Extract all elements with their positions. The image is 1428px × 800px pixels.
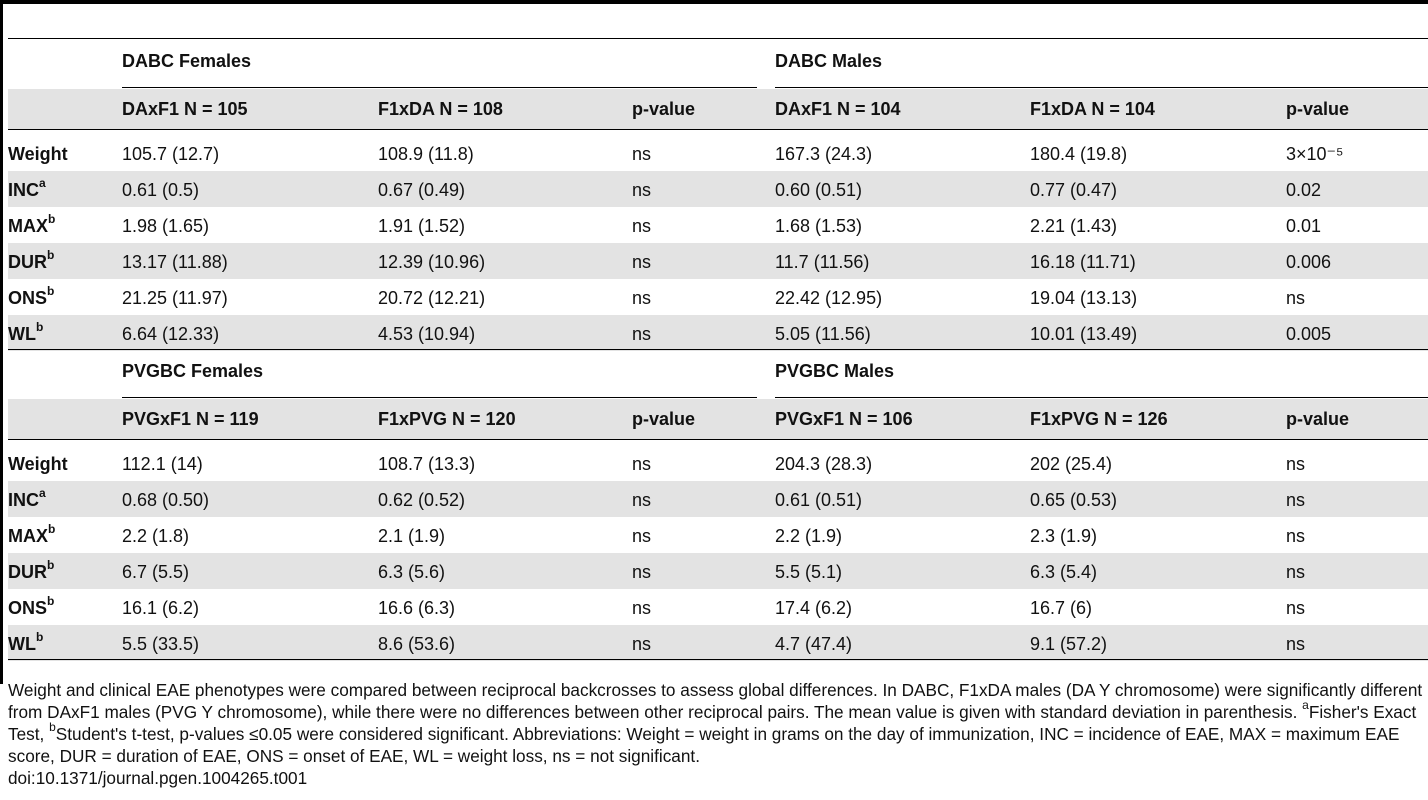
footnote-text: Weight and clinical EAE phenotypes were compared between reciprocal backcrosses to assess global differences. In DABC, F1xDA males (DA Y chromosome) were significantly different from DAxF1 males (PVG Y chromosome), while there were no differences between other reciprocal pairs. The mean value is given with standard deviation in parenthesis. (8, 680, 1423, 722)
group-header-females: PVGBC Females (122, 361, 264, 381)
table-cell: 0.65 (0.53) (1030, 490, 1118, 510)
table-cell: 5.05 (11.56) (775, 324, 871, 344)
table-cell: ns (1286, 526, 1306, 546)
table-cell: 0.68 (0.50) (122, 490, 210, 510)
table-cell: 16.18 (11.71) (1030, 252, 1136, 272)
row-label-superscript: b (48, 212, 56, 226)
row-label: MAX$^b$ (8, 522, 56, 546)
group-rule-females (122, 397, 757, 398)
table-cell: 1.68 (1.53) (775, 216, 863, 236)
table-cell: 12.39 (10.96) (378, 252, 486, 272)
table-cell: 21.25 (11.97) (122, 288, 228, 308)
table-cell: 10.01 (13.49) (1030, 324, 1138, 344)
table-cell: 6.3 (5.4) (1030, 562, 1098, 582)
row-label: Weight (8, 144, 68, 164)
row-label: INC$^a$ (8, 486, 46, 510)
table-cell: 108.9 (11.8) (378, 144, 474, 164)
row-band (8, 171, 1428, 207)
table-cell: 105.7 (12.7) (122, 144, 220, 164)
row-label: DUR$^b$ (8, 558, 55, 582)
table-cell: ns (632, 144, 652, 164)
row-band (8, 625, 1428, 661)
table-cell: 6.7 (5.5) (122, 562, 190, 582)
table-cell: ns (632, 598, 652, 618)
column-header: PVGxF1 N = 119 (122, 409, 259, 429)
row-band (8, 481, 1428, 517)
table-cell: ns (1286, 562, 1306, 582)
column-header: F1xPVG N = 126 (1030, 409, 1168, 429)
table-cell: 204.3 (28.3) (775, 454, 873, 474)
table-cell: 0.005 (1286, 324, 1332, 344)
column-header: F1xDA N = 108 (378, 99, 503, 119)
table-rule-top (8, 38, 1428, 39)
header-rule (8, 439, 1428, 440)
table-footnote (8, 679, 1426, 789)
table-cell: 4.7 (47.4) (775, 634, 853, 654)
row-label-superscript: a (39, 176, 46, 190)
table-cell: ns (632, 216, 652, 236)
row-label: MAX$^b$ (8, 212, 56, 236)
table-cell: 6.64 (12.33) (122, 324, 220, 344)
row-label-superscript: b (47, 248, 55, 262)
table-cell: 2.3 (1.9) (1030, 526, 1098, 546)
table-cell: ns (632, 288, 652, 308)
table-cell: 112.1 (14) (122, 454, 203, 474)
row-band (8, 315, 1428, 351)
table-cell: 0.02 (1286, 180, 1322, 200)
table-cell: 1.91 (1.52) (378, 216, 466, 236)
table-cell: 2.21 (1.43) (1030, 216, 1118, 236)
column-header: DAxF1 N = 105 (122, 99, 248, 119)
table-cell: 2.2 (1.8) (122, 526, 190, 546)
header-rule (8, 129, 1428, 130)
table-cell: 0.61 (0.51) (775, 490, 863, 510)
table-cell: 1.98 (1.65) (122, 216, 210, 236)
table-left-border (0, 0, 3, 684)
table-cell: 4.53 (10.94) (378, 324, 476, 344)
doi-text: doi:10.1371/journal.pgen.1004265.t001 (8, 768, 308, 788)
table-cell: ns (1286, 598, 1306, 618)
table-cell: 9.1 (57.2) (1030, 634, 1108, 654)
table-top-border (0, 0, 1428, 4)
row-label: DUR$^b$ (8, 248, 55, 272)
table-cell: 20.72 (12.21) (378, 288, 486, 308)
table-cell: 180.4 (19.8) (1030, 144, 1128, 164)
table-cell: 3×10⁻⁵ (1286, 144, 1344, 164)
table-cell: 0.77 (0.47) (1030, 180, 1118, 200)
row-label-superscript: a (39, 486, 46, 500)
row-label: INC$^a$ (8, 176, 46, 200)
table-cell: ns (632, 252, 652, 272)
row-label-superscript: b (35, 630, 44, 644)
column-header: p-value (1286, 99, 1350, 119)
column-header: DAxF1 N = 104 (775, 99, 901, 119)
table-cell: 0.62 (0.52) (378, 490, 466, 510)
table-cell: ns (632, 490, 652, 510)
group-header-females: DABC Females (122, 51, 252, 71)
table-cell: ns (1286, 634, 1306, 654)
table-cell: 16.1 (6.2) (122, 598, 200, 618)
table-cell: 17.4 (6.2) (775, 598, 853, 618)
footnote-text-b: Student's t-test, p-values ≤0.05 were considered significant. Abbreviations: Weight = weight in grams on the day of immunization, INC = incidence of EAE, MAX = maximum EAE score, DUR = duration of EAE, ONS = onset of EAE, WL = weight loss, ns = not significant. (8, 724, 1400, 766)
table-cell: 0.61 (0.5) (122, 180, 200, 200)
table-cell: 0.01 (1286, 216, 1322, 236)
group-rule-males (775, 397, 1428, 398)
table-cell: ns (632, 562, 652, 582)
row-label-superscript: b (47, 594, 55, 608)
row-band (8, 553, 1428, 589)
table-cell: 202 (25.4) (1030, 454, 1113, 474)
table-cell: 19.04 (13.13) (1030, 288, 1138, 308)
group-rule-females (122, 87, 757, 88)
group-rule-males (775, 87, 1428, 88)
group-header-males: PVGBC Males (775, 361, 895, 381)
column-header: F1xPVG N = 120 (378, 409, 516, 429)
table-cell: 11.7 (11.56) (775, 252, 870, 272)
row-label: $WL^b$ (8, 320, 44, 344)
table-cell: 0.60 (0.51) (775, 180, 863, 200)
table-cell: ns (632, 180, 652, 200)
table-cell: ns (632, 634, 652, 654)
footnote-text-a: Fisher's Exact Test, (8, 702, 1417, 744)
section-bottom-rule (8, 349, 1428, 350)
table-cell: 6.3 (5.6) (378, 562, 446, 582)
table-cell: ns (1286, 490, 1306, 510)
column-header: p-value (632, 409, 696, 429)
group-header-males: DABC Males (775, 51, 883, 71)
row-label: ONS$^b$ (8, 284, 55, 308)
table-cell: 13.17 (11.88) (122, 252, 228, 272)
row-label: ONS$^b$ (8, 594, 55, 618)
table-cell: 2.2 (1.9) (775, 526, 843, 546)
table-cell: 0.67 (0.49) (378, 180, 466, 200)
table-cell: 2.1 (1.9) (378, 526, 446, 546)
row-label-superscript: b (47, 558, 55, 572)
row-label: Weight (8, 454, 68, 474)
footnote-mark-a: a (1302, 698, 1309, 713)
section-bottom-rule (8, 659, 1428, 660)
row-label-superscript: b (35, 320, 44, 334)
table-cell: 16.6 (6.3) (378, 598, 456, 618)
table-cell: 0.006 (1286, 252, 1332, 272)
table-cell: ns (632, 526, 652, 546)
table-cell: 108.7 (13.3) (378, 454, 476, 474)
table-cell: 167.3 (24.3) (775, 144, 873, 164)
table-cell: 22.42 (12.95) (775, 288, 883, 308)
column-header: F1xDA N = 104 (1030, 99, 1155, 119)
column-header: p-value (1286, 409, 1350, 429)
table-cell: 5.5 (5.1) (775, 562, 843, 582)
row-label-superscript: b (48, 522, 56, 536)
column-header: PVGxF1 N = 106 (775, 409, 913, 429)
table-cell: ns (1286, 454, 1306, 474)
table-cell: ns (1286, 288, 1306, 308)
table-cell: 8.6 (53.6) (378, 634, 456, 654)
table-cell: 5.5 (33.5) (122, 634, 200, 654)
row-label: $WL^b$ (8, 630, 44, 654)
table-cell: ns (632, 454, 652, 474)
column-header: p-value (632, 99, 696, 119)
table-cell: ns (632, 324, 652, 344)
footnote-mark-b: b (49, 720, 56, 735)
table-cell: 16.7 (6) (1030, 598, 1093, 618)
row-label-superscript: b (47, 284, 55, 298)
